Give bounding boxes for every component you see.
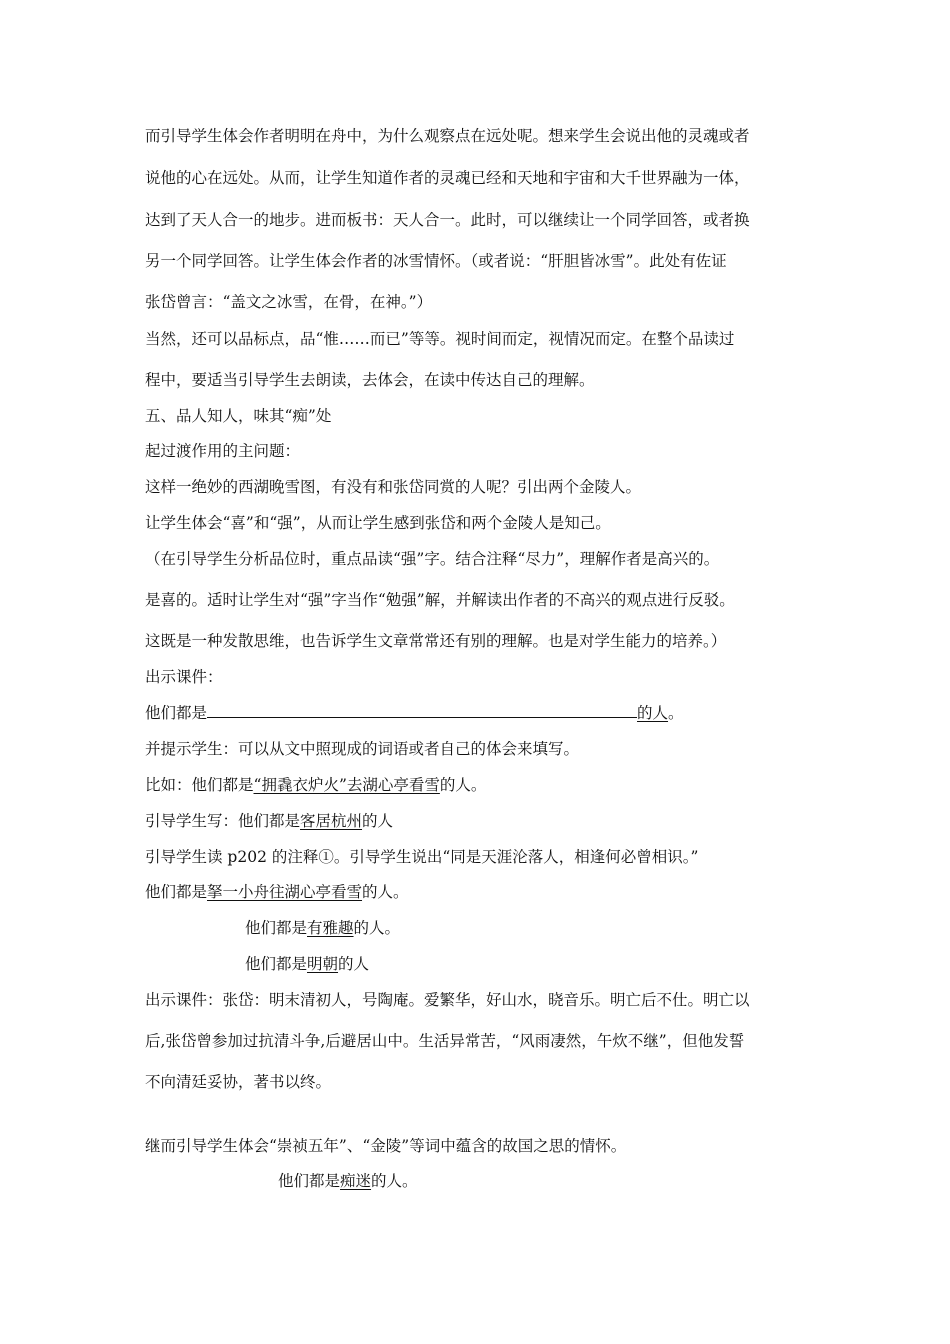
example-text: 比如：他们都是 [145,776,254,794]
paragraph-line: 让学生体会“喜”和“强”，从而让学生感到张岱和两个金陵人是知己。 [145,514,611,532]
example-text: 的人 [338,955,370,973]
paragraph-line: 另一个同学回答。让学生体会作者的冰雪情怀。（或者说：“肝胆皆冰雪”。此处有佐证 [145,252,727,270]
hint-line: 并提示学生：可以从文中照现成的词语或者自己的体会来填写。 [145,740,580,758]
example-answer: 拏一小舟往湖心亭看雪 [207,883,363,901]
example-text: 他们都是 [278,1172,341,1190]
paragraph-line: 是喜的。适时让学生对“强”字当作“勉强”解，并解读出作者的不高兴的观点进行反驳。 [145,591,735,609]
example-line [245,954,369,974]
example-text: 他们都是 [245,919,308,937]
bio-line: 不向清廷妥协，著书以终。 [145,1073,332,1091]
example-answer: “拥毳衣炉火”去湖心亭看雪 [253,776,440,794]
section-heading: 五、品人知人，味其“痴”处 [145,407,332,425]
paragraph-line: （在引导学生分析品位时，重点品读“强”字。结合注释“尽力”，理解作者是高兴的。 [145,550,720,568]
example-answer: 痴迷 [340,1172,372,1190]
example-line [145,882,409,902]
example-text: 的人。 [362,883,409,901]
note-line: 引导学生读 p202 的注释①。引导学生说出“同是天涯沦落人，相逢何必曾相识。” [145,848,699,866]
fill-prefix: 他们都是 [145,704,208,722]
example-answer: 客居杭州 [300,812,363,830]
paragraph-line: 当然，还可以品标点，品“惟……而已”等等。视时间而定，视情况而定。在整个品读过 [145,330,735,348]
closing-line: 继而引导学生体会“崇祯五年”、“金陵”等词中蕴含的故国之思的情怀。 [145,1137,627,1155]
bio-line: 后,张岱曾参加过抗清斗争,后避居山中。生活异常苦，“风雨凄然，午炊不继”，但他发誓 [145,1032,745,1050]
fill-suffix-underlined: 的人 [637,704,669,722]
example-text: 的人 [362,812,394,830]
fill-suffix: 。 [668,704,684,722]
example-text: 的人。 [371,1172,418,1190]
paragraph-line: 而引导学生体会作者明明在舟中，为什么观察点在远处呢。想来学生会说出他的灵魂或者 [145,127,750,145]
example-line [245,918,400,938]
example-text: 他们都是 [245,955,308,973]
fill-blank [207,703,637,718]
example-line [145,775,486,795]
example-line [278,1171,418,1191]
paragraph-line: 张岱曾言：“盖文之冰雪，在骨，在神。”） [145,293,433,311]
example-text: 的人。 [353,919,401,937]
example-text: 他们都是 [145,883,208,901]
example-line [145,811,393,831]
example-text: 的人。 [439,776,487,794]
example-text: 引导学生写：他们都是 [145,812,301,830]
paragraph-line: 起过渡作用的主问题： [145,442,301,460]
paragraph-line: 程中，要适当引导学生去朗读，去体会，在读中传达自己的理解。 [145,371,595,389]
paragraph-line: 达到了天人合一的地步。进而板书：天人合一。此时，可以继续让一个同学回答，或者换 [145,211,750,229]
bio-line: 出示课件：张岱：明末清初人，号陶庵。爱繁华，好山水，晓音乐。明亡后不仕。明亡以 [145,991,750,1009]
paragraph-line: 出示课件： [145,668,223,686]
paragraph-line: 这既是一种发散思维，也告诉学生文章常常还有别的理解。也是对学生能力的培养。） [145,632,727,650]
paragraph-line: 说他的心在远处。从而，让学生知道作者的灵魂已经和天地和宇宙和大千世界融为一体， [145,169,750,187]
example-answer: 明朝 [307,955,339,973]
paragraph-line: 这样一绝妙的西湖晚雪图，有没有和张岱同赏的人呢？引出两个金陵人。 [145,478,642,496]
example-answer: 有雅趣 [307,919,354,937]
fill-in-line [145,703,684,723]
